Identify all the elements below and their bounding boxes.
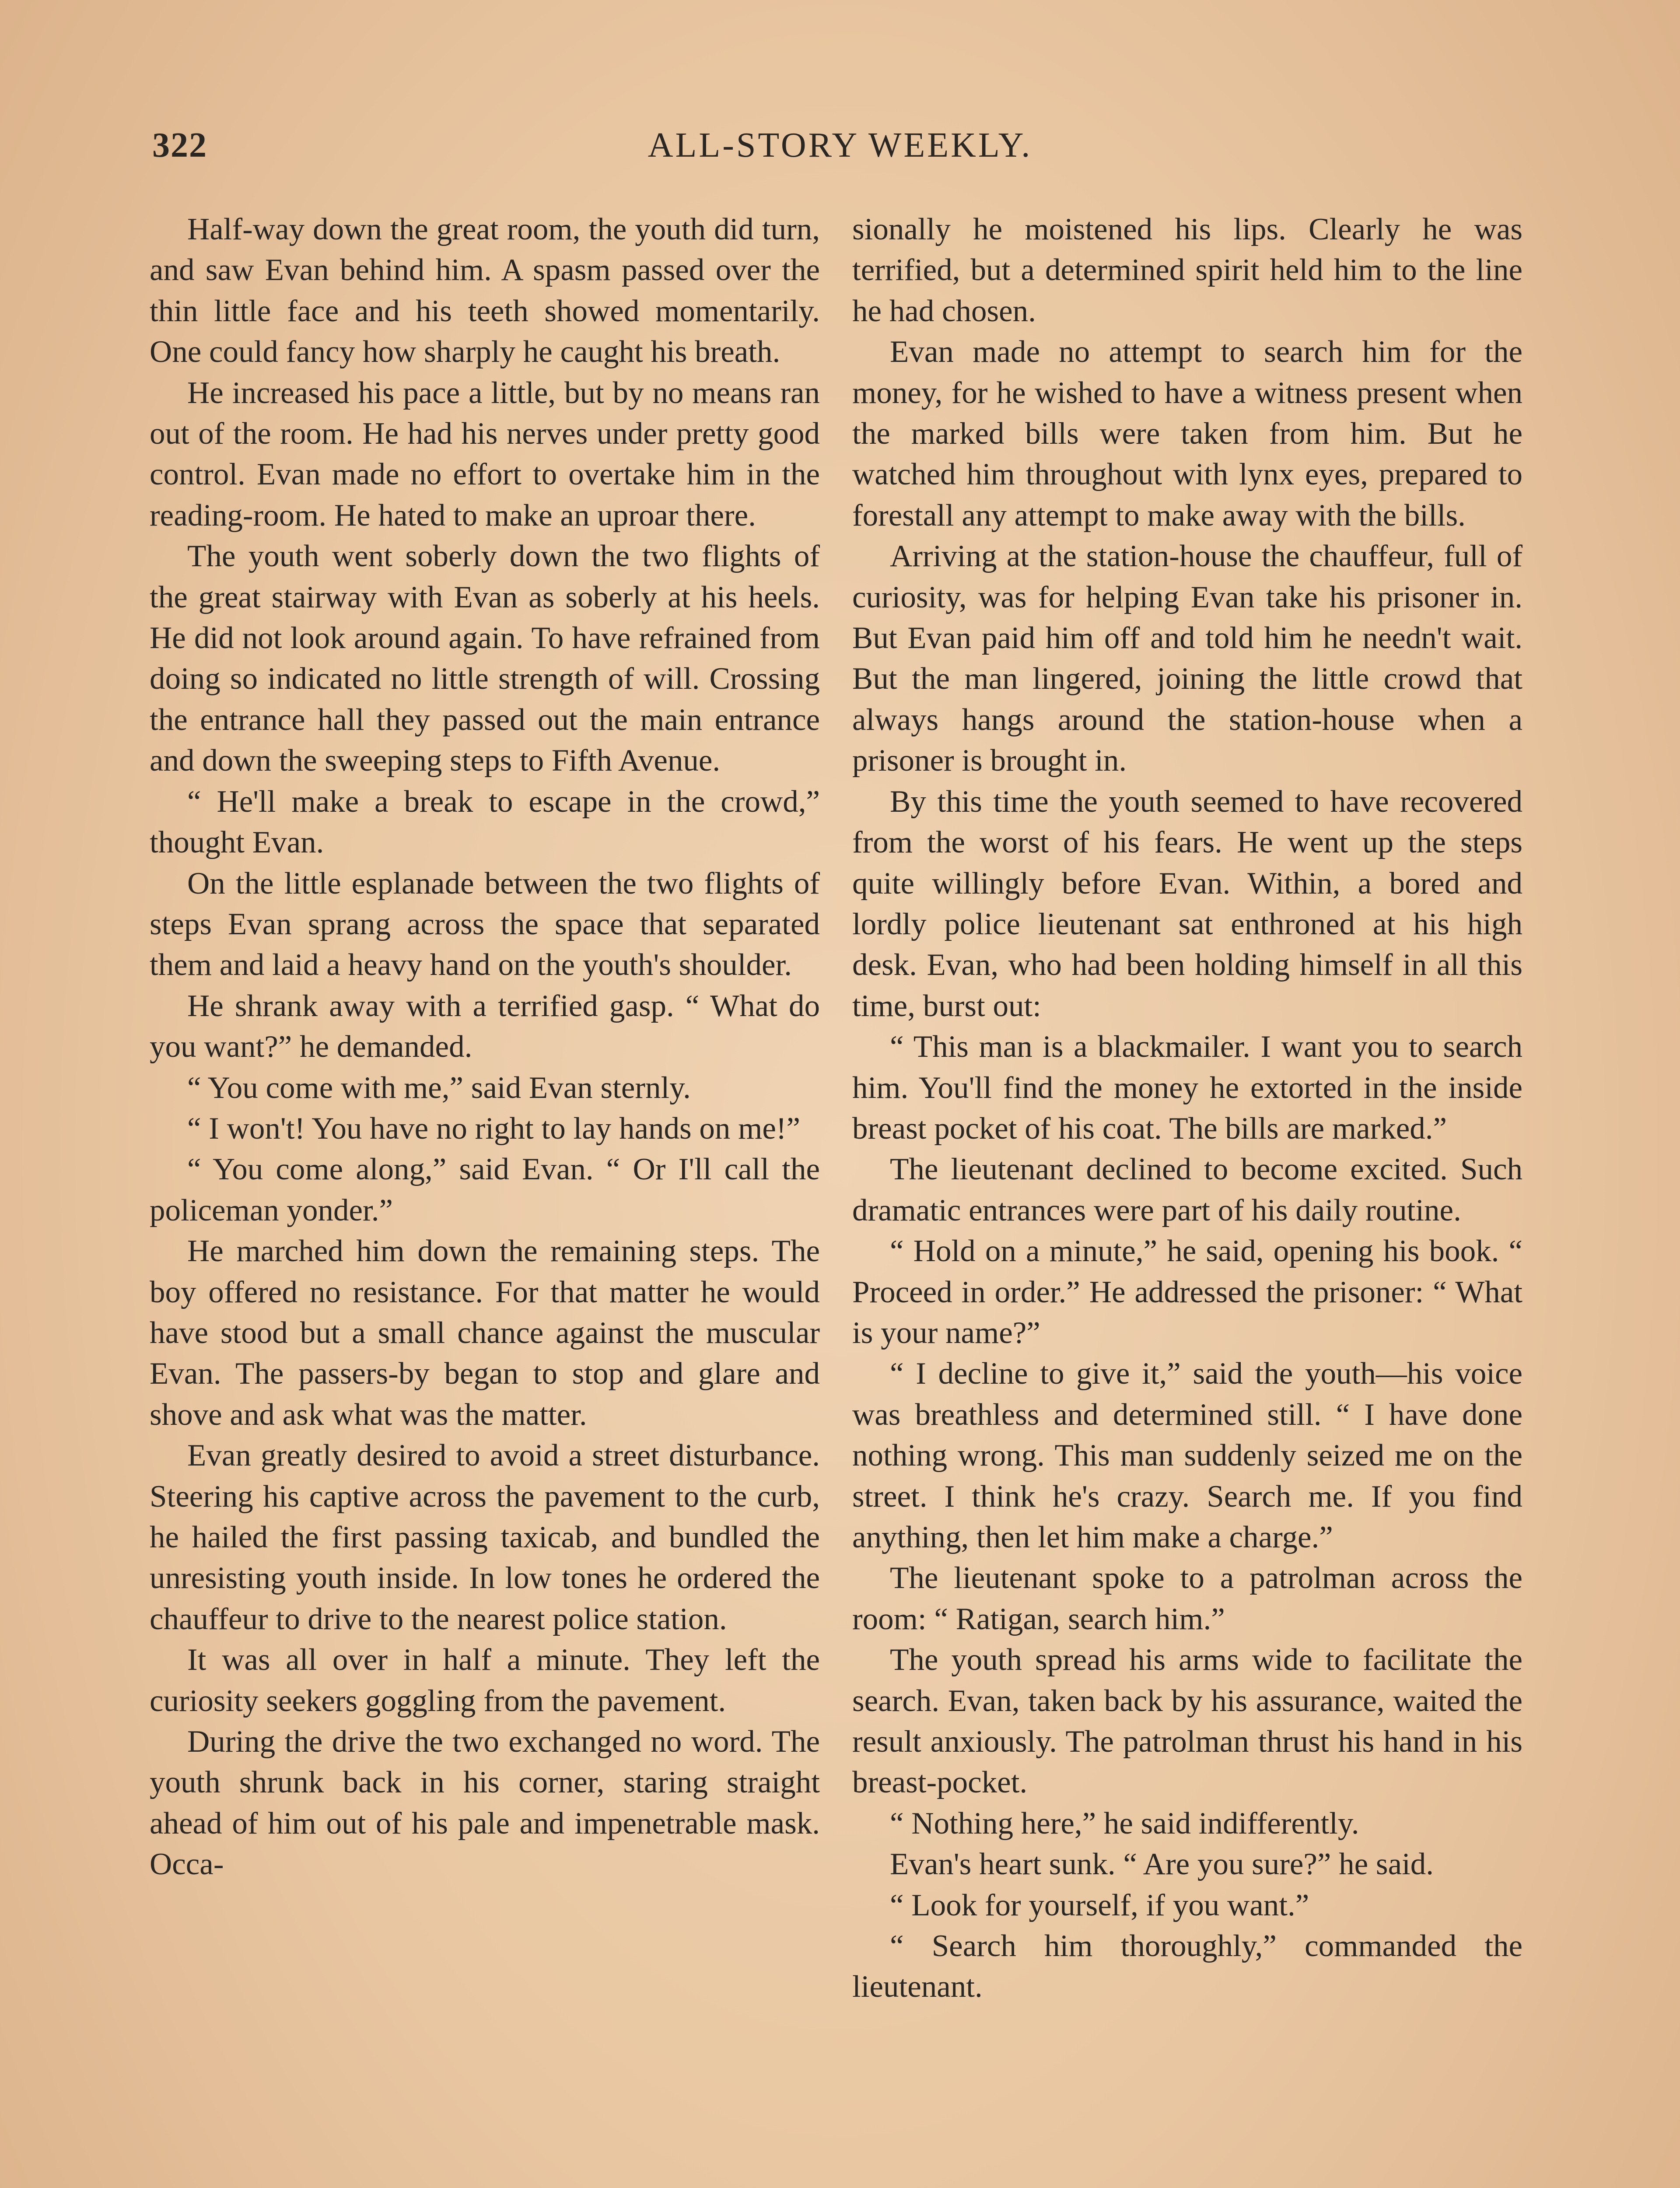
paragraph: He marched him down the remaining steps. The boy offered no resistance. For that matter he would have stood but a small chance against the muscular Evan. The passers-by began to stop and glare and shove and ask what was the matter.	[150, 1234, 820, 1432]
paragraph: The youth spread his arms wide to facilitate the search. Evan, taken back by his assurance, waited the result anxiously. The patrolman thrust his hand in his breast-pocket.	[852, 1643, 1522, 1800]
paragraph: “ Nothing here,” he said indifferently.	[890, 1806, 1359, 1841]
paragraph: It was all over in half a minute. They left the curiosity seekers goggling from the pavement.	[150, 1643, 820, 1718]
paragraph: “ This man is a blackmailer. I want you to search him. You'll find the money he extorted in the inside breast pocket of his coat. The bills are marked.”	[852, 1030, 1522, 1146]
paragraph: “ You come along,” said Evan. “ Or I'll call the policeman yonder.”	[150, 1152, 820, 1227]
running-title: ALL-STORY WEEKLY.	[648, 126, 1032, 165]
paragraph: Evan greatly desired to avoid a street disturbance. Steering his captive across the pavement to the curb, he hailed the first passing taxicab, and bundled the unresisting youth inside. In low tones he ordered the chauffeur to drive to the nearest police station.	[150, 1438, 820, 1636]
paragraph: “ You come with me,” said Evan sternly.	[187, 1070, 691, 1105]
page-number: 322	[152, 126, 207, 165]
paragraph: “ Search him thoroughly,” commanded the lieutenant.	[852, 1929, 1522, 2004]
paragraph: “ I won't! You have no right to lay hands on me!”	[187, 1111, 801, 1146]
paragraph: “ He'll make a break to escape in the crowd,” thought Evan.	[150, 784, 820, 860]
paragraph: sionally he moistened his lips. Clearly he was terrified, but a determined spirit held him to the line he had chosen.	[852, 212, 1522, 328]
paragraph: Arriving at the station-house the chauffeur, full of curiosity, was for helping Evan take his prisoner in. But Evan paid him off and told him he needn't wait. But the man lingered, joining the little crowd that always hangs around the station-house when a prisoner is brought in.	[852, 539, 1522, 778]
paragraph: On the little esplanade between the two flights of steps Evan sprang across the space that separated them and laid a heavy hand on the youth's shoulder.	[150, 866, 820, 982]
paragraph: The youth went soberly down the two flights of the great stairway with Evan as soberly at his heels. He did not look around again. To have refrained from doing so indicated no little strength of will. Crossing the entrance hall they passed out the main entrance and down the sweeping steps to Fifth Avenue.	[150, 539, 820, 778]
left-text-column	[150, 209, 820, 1885]
paragraph: During the drive the two exchanged no word. The youth shrunk back in his corner, staring straight ahead of him out of his pale and impenetrable mask. Occa-	[150, 1725, 820, 1882]
paragraph: “ Look for yourself, if you want.”	[890, 1888, 1309, 1922]
right-text-column	[852, 209, 1522, 2008]
paragraph: The lieutenant spoke to a patrolman across the room: “ Ratigan, search him.”	[852, 1561, 1522, 1636]
paragraph: The lieutenant declined to become excited. Such dramatic entrances were part of his daily routine.	[852, 1152, 1522, 1227]
paragraph: He shrank away with a terrified gasp. “ What do you want?” he demanded.	[150, 989, 820, 1064]
paragraph: “ I decline to give it,” said the youth—his voice was breathless and determined still. “ I have done nothing wrong. This man suddenly seized me on the street. I think he's crazy. Search me. If you find anything, then let him make a charge.”	[852, 1357, 1522, 1554]
paragraph: Evan's heart sunk. “ Are you sure?” he said.	[890, 1847, 1434, 1882]
paragraph: By this time the youth seemed to have recovered from the worst of his fears. He went up the steps quite willingly before Evan. Within, a bored and lordly police lieutenant sat enthroned at his high desk. Evan, who had been holding himself in all this time, burst out:	[852, 784, 1522, 1023]
paragraph: He increased his pace a little, but by no means ran out of the room. He had his nerves under pretty good control. Evan made no effort to overtake him in the reading-room. He hated to make an uproar there.	[150, 375, 820, 533]
paragraph: Half-way down the great room, the youth did turn, and saw Evan behind him. A spasm passed over the thin little face and his teeth showed momentarily. One could fancy how sharply he caught his breath.	[150, 212, 820, 369]
paragraph: “ Hold on a minute,” he said, opening his book. “ Proceed in order.” He addressed the prisoner: “ What is your name?”	[852, 1234, 1522, 1350]
paragraph: Evan made no attempt to search him for the money, for he wished to have a witness present when the marked bills were taken from him. But he watched him throughout with lynx eyes, prepared to forestall any attempt to make away with the bills.	[852, 335, 1522, 533]
